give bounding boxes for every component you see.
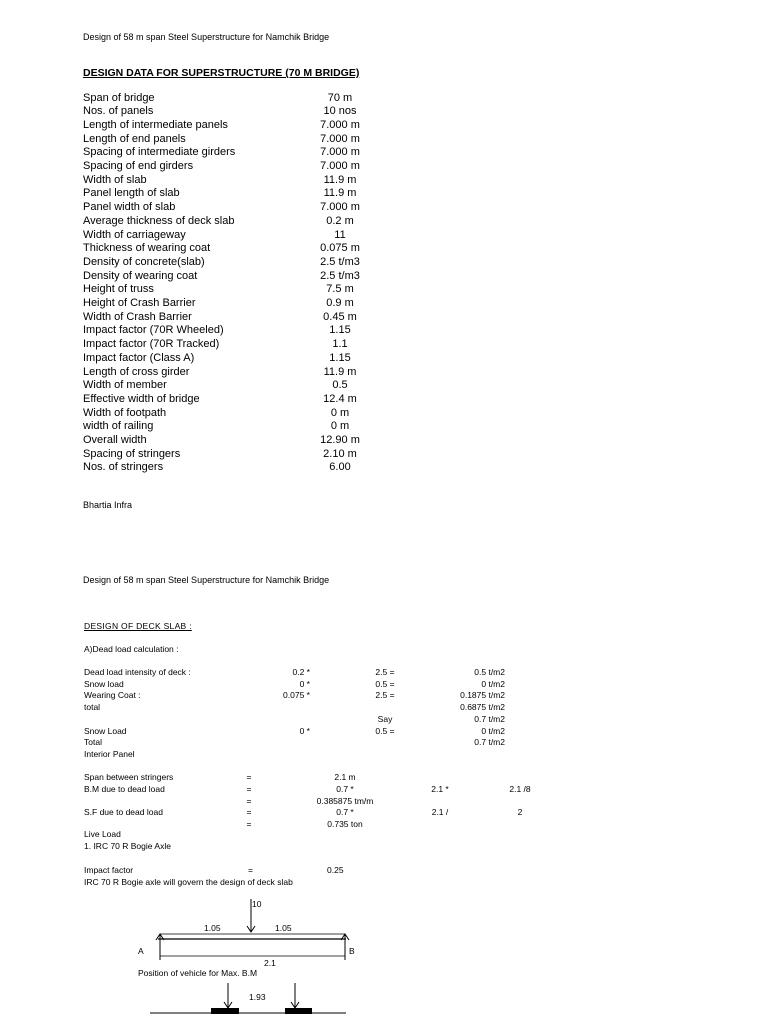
dead-load-cell: 0.5 t/m2 xyxy=(474,667,505,677)
dead-load-cell: 0.6875 t/m2 xyxy=(460,702,505,712)
page-header-2: Design of 58 m span Steel Superstructure for Namchik Bridge xyxy=(83,575,330,585)
calc-cell: S.F due to dead load xyxy=(84,807,163,817)
data-row-value: 12.90 m xyxy=(320,434,360,446)
dead-load-cell: 0.7 t/m2 xyxy=(474,737,505,747)
data-row-label: Density of wearing coat xyxy=(83,269,198,282)
data-row-value: 0.075 m xyxy=(320,242,360,255)
calc-cell: Span between stringers xyxy=(84,772,174,782)
data-row-label: Length of end panels xyxy=(83,132,186,145)
footer-company: Bhartia Infra xyxy=(83,500,133,510)
dead-load-cell: 0.5 = xyxy=(375,679,395,689)
impact-factor-value: 0.25 xyxy=(327,865,344,875)
data-row-value: 1.15 xyxy=(329,324,351,337)
data-row-value: 2.5 t/m3 xyxy=(320,269,360,282)
data-row-value: 12.4 m xyxy=(323,392,357,405)
data-row-value: 1.15 xyxy=(329,351,351,364)
data-row-value: 0 m xyxy=(330,420,350,433)
live-load-label: Live Load xyxy=(84,829,121,839)
dead-load-cell: Say xyxy=(377,714,393,724)
data-row-value: 0.9 m xyxy=(326,297,354,309)
data-row-label: Overall width xyxy=(83,434,147,446)
left-dim-label: 1.05 xyxy=(204,923,221,933)
data-row-label: width of railing xyxy=(83,420,154,433)
calc-cell: 2.1 / xyxy=(431,807,449,817)
data-row-label: Nos. of stringers xyxy=(83,461,164,474)
data-row-value: 2.5 t/m3 xyxy=(320,255,360,268)
data-row-label: Spacing of end girders xyxy=(83,160,194,172)
data-row-label: Spacing of intermediate girders xyxy=(83,146,236,159)
data-row-label: Impact factor (70R Tracked) xyxy=(83,338,220,351)
calc-cell: 2.1 * xyxy=(431,784,449,794)
data-row-value: 11.9 m xyxy=(323,187,357,200)
dead-load-cell: Snow Load xyxy=(84,726,127,736)
dead-load-cell: 0.5 = xyxy=(375,726,395,736)
load-value-label: 10 xyxy=(252,899,262,909)
data-row-value: 0.45 m xyxy=(323,310,357,323)
calc-cell: B.M due to dead load xyxy=(84,784,165,794)
data-row-label: Width of footpath xyxy=(83,406,167,419)
diagram-caption: Position of vehicle for Max. B.M xyxy=(138,968,258,978)
data-row-label: Density of concrete(slab) xyxy=(83,255,205,268)
dead-load-cell: 0.1875 t/m2 xyxy=(460,690,505,700)
data-row-label: Length of cross girder xyxy=(83,365,190,378)
data-row-value: 7.5 m xyxy=(326,283,354,296)
calc-cell: 2.1 /8 xyxy=(509,784,531,794)
data-row-label: Length of intermediate panels xyxy=(83,118,228,131)
section-title-deck: DESIGN OF DECK SLAB : xyxy=(84,621,192,631)
subtitle-dead-load: A)Dead load calculation : xyxy=(84,644,179,654)
calc-cell: 0.735 ton xyxy=(327,819,363,829)
data-row-value: 7.000 m xyxy=(320,201,360,214)
dead-load-cell: 0 * xyxy=(299,726,310,736)
data-row-label: Height of truss xyxy=(83,283,154,296)
span-label: 2.1 xyxy=(264,958,276,968)
data-row-label: Spacing of stringers xyxy=(83,447,181,460)
calc-cell: = xyxy=(246,784,252,794)
govern-text: IRC 70 R Bogie axle will govern the design of deck slab xyxy=(84,877,293,887)
data-row-label: Panel width of slab xyxy=(83,201,176,214)
data-row-label: Height of Crash Barrier xyxy=(83,297,196,309)
dead-load-cell: 0.075 * xyxy=(283,690,310,700)
calc-cell: 0.7 * xyxy=(336,807,354,817)
dead-load-cell: 0 t/m2 xyxy=(481,679,505,689)
wheel-spacing-label: 1.93 xyxy=(249,992,266,1002)
data-row-label: Average thickness of deck slab xyxy=(83,214,235,227)
data-row-value: 7.000 m xyxy=(320,132,360,145)
dead-load-cell: 0 t/m2 xyxy=(481,726,505,736)
dead-load-cell: 0.2 * xyxy=(292,667,310,677)
dead-load-cell: Dead load intensity of deck : xyxy=(84,667,191,677)
dead-load-cell: 2.5 = xyxy=(375,690,395,700)
calc-cell: 2 xyxy=(517,807,523,817)
data-row-label: Nos. of panels xyxy=(83,105,154,118)
calc-cell: = xyxy=(246,819,252,829)
data-row-value: 11 xyxy=(334,228,346,241)
data-row-label: Impact factor (70R Wheeled) xyxy=(83,324,224,337)
data-row-label: Effective width of bridge xyxy=(83,392,200,405)
dead-load-cell: total xyxy=(84,702,101,712)
data-row-value: 2.10 m xyxy=(323,447,357,460)
data-row-value: 70 m xyxy=(327,91,353,104)
support-b-label: B xyxy=(349,946,355,956)
data-row-label: Width of carriageway xyxy=(83,228,186,241)
dead-load-cell: Snow load xyxy=(84,679,124,689)
data-row-label: Span of bridge xyxy=(83,91,155,104)
data-row-value: 0 m xyxy=(330,406,350,419)
section-title: DESIGN DATA FOR SUPERSTRUCTURE (70 M BRIDGE) xyxy=(83,67,360,79)
data-row-label: Thickness of wearing coat xyxy=(83,242,211,255)
data-row-value: 10 nos xyxy=(323,105,357,118)
data-row-label: Impact factor (Class A) xyxy=(83,351,195,364)
calc-cell: = xyxy=(246,796,252,806)
data-row-label: Panel length of slab xyxy=(83,187,180,200)
data-row-value: 7.000 m xyxy=(320,118,360,131)
data-row-label: Width of slab xyxy=(83,173,147,186)
impact-factor-label: Impact factor xyxy=(84,865,134,875)
data-row-value: 11.9 m xyxy=(323,173,357,186)
data-row-label: Width of Crash Barrier xyxy=(83,310,192,323)
support-a-label: A xyxy=(138,946,144,956)
dead-load-cell: 0.7 t/m2 xyxy=(474,714,505,724)
data-row-value: 1.1 xyxy=(332,338,348,351)
dead-load-cell: Interior Panel xyxy=(84,749,135,759)
dead-load-cell: Wearing Coat : xyxy=(84,690,141,700)
data-row-value: 11.9 m xyxy=(323,365,357,378)
data-row-value: 0.2 m xyxy=(326,214,354,227)
calc-cell: 0.7 * xyxy=(336,784,354,794)
calc-cell: 0.385875 tm/m xyxy=(316,796,374,806)
dead-load-cell: 2.5 = xyxy=(375,667,395,677)
data-row-value: 7.000 m xyxy=(320,146,360,159)
data-row-value: 7.000 m xyxy=(320,160,360,172)
data-row-value: 6.00 xyxy=(329,461,351,474)
dead-load-cell: Total xyxy=(84,737,102,747)
data-row-value: 0.5 xyxy=(332,379,348,392)
calc-cell: = xyxy=(246,807,252,817)
data-row-label: Width of member xyxy=(83,379,167,392)
impact-factor-eq: = xyxy=(248,865,253,875)
right-dim-label: 1.05 xyxy=(275,923,292,933)
calc-cell: 2.1 m xyxy=(334,772,356,782)
calc-cell: = xyxy=(246,772,252,782)
dead-load-cell: 0 * xyxy=(299,679,310,689)
page-header: Design of 58 m span Steel Superstructure for Namchik Bridge xyxy=(83,32,330,42)
live-load-item: 1. IRC 70 R Bogie Axle xyxy=(84,841,171,851)
